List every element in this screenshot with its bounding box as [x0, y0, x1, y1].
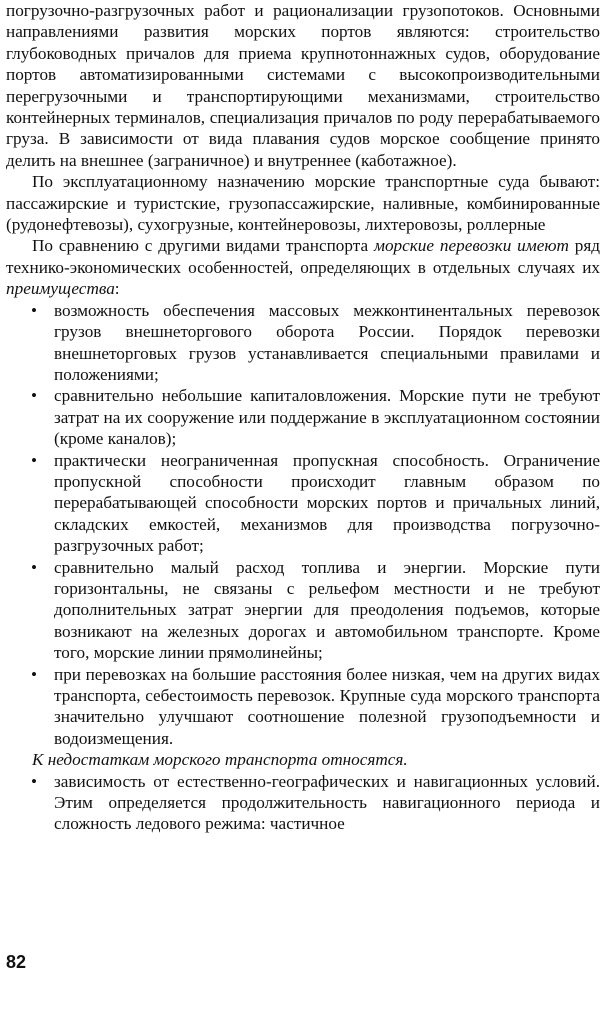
list-item — [6, 300, 600, 386]
advantages-list — [6, 300, 600, 750]
list-item — [6, 664, 600, 750]
disadvantage-text: зависимость от естественно-географических и навигационных условий. Этим определяется продолжительность навигационного периода и сложность ледового режима: частичное — [54, 771, 600, 834]
advantage-text: сравнительно малый расход топлива и энергии. Морские пути горизонтальны, не связаны с рельефом местности и не требуют дополнительных затрат энергии для преодоления подъемов, которые возникают на железных дорогах и автомобильном транспорте. Кроме того, морские линии прямолинейны; — [54, 557, 600, 663]
comparison-italic-2: преимущества — [6, 279, 115, 299]
disadvantages-heading: К недостаткам морского транспорта относятся. — [32, 750, 408, 770]
bullet-icon: • — [31, 664, 38, 684]
disadvantages-list — [6, 771, 600, 835]
list-item — [6, 557, 600, 664]
comparison-text-2: ряд технико-экономических особенностей, определяющих в отдельных случаях их — [6, 236, 601, 277]
advantage-text: при перевозках на большие расстояния более низкая, чем на других видах транспорта, себестоимость перевозок. Крупные суда морского транспорта значительно улучшают соотношение полезной грузоподъемности и водоизмещения. — [54, 664, 600, 748]
list-item — [6, 450, 600, 557]
bullet-icon: • — [31, 557, 38, 577]
advantage-text: сравнительно небольшие капиталовложения. Морские пути не требуют затрат на их сооружение или поддержание в эксплуатационном состоянии (кроме каналов); — [54, 386, 600, 449]
comparison-text-3: : — [114, 279, 120, 299]
document-page — [6, 0, 600, 835]
comparison-text-1: По сравнению с другими видами транспорта — [32, 236, 374, 256]
advantage-text: практически неограниченная пропускная способность. Ограничение пропускной способности происходит главным образом по перерабатывающей способности морских портов и причальных линий, складских емкостей, механизмов для производства погрузочно-разгрузочных работ; — [54, 450, 600, 556]
bullet-icon: • — [31, 771, 38, 791]
list-item — [6, 385, 600, 449]
list-item — [6, 771, 600, 835]
ship-purpose-paragraph: По эксплуатационному назначению морские транспортные суда бывают: пассажирские и туристские, грузопассажирские, наливные, комбинированные (рудонефтевозы), сухогрузные, контейнеровозы, лихтеровозы, роллерные — [6, 172, 600, 235]
intro-paragraph: погрузочно-разгрузочных работ и рационализации грузопотоков. Основными направлениями развития морских портов являются: строительство глубоководных причалов для приема крупнотоннажных судов, оборудование портов автоматизированными системами с высокопроизводительными перегрузочными и транспортирующими механизмами, строительство контейнерных терминалов, специализация причалов по роду перерабатываемого груза. В зависимости от вида плавания судов морское сообщение принято делить на внешнее (заграничное) и внутреннее (каботажное). — [6, 1, 600, 170]
comparison-paragraph — [6, 235, 600, 299]
bullet-icon: • — [31, 386, 38, 406]
bullet-icon: • — [31, 450, 38, 470]
comparison-italic-1: морские перевозки имеют — [373, 236, 569, 256]
bullet-icon: • — [31, 300, 38, 320]
advantage-text: возможность обеспечения массовых межконтинентальных перевозок грузов внешнеторгового оборота России. Порядок перевозки внешнеторговых грузов устанавливается специальными правилами и положениями; — [54, 300, 600, 384]
page-number: 82 — [6, 952, 27, 972]
